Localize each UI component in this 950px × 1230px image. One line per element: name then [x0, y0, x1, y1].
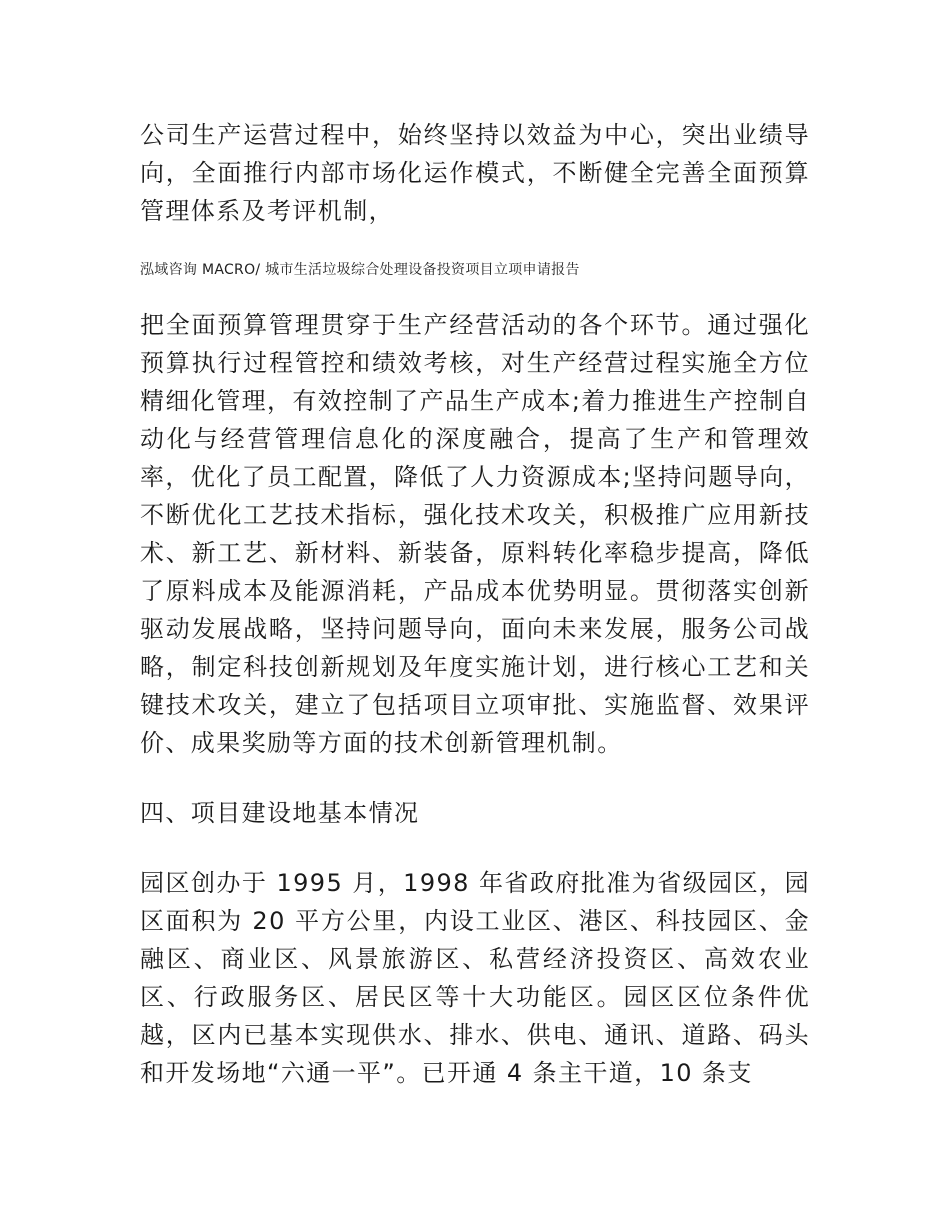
running-header: 泓域咨询 MACRO/ 城市生活垃圾综合处理设备投资项目立项申请报告 — [140, 262, 580, 278]
body-paragraph-3: 园区创办于 1995 月，1998 年省政府批准为省级园区，园区面积为 20 平方公里，内设工业区、港区、科技园区、金融区、商业区、风景旅游区、私营经济投资区、高效农业区、行政服务区、居民区等十大功能区。园区区位条件优越，区内已基本实现供水、排水、供电、通讯、道路、码头和开发场地“六通一平”。已开通 4 条主干道，10 条支 — [140, 869, 810, 1087]
body-paragraph-2: 把全面预算管理贯穿于生产经营活动的各个环节。通过强化预算执行过程管控和绩效考核，对生产经营过程实施全方位精细化管理，有效控制了产品生产成本;着力推进生产控制自动化与经营管理信息化的深度融合，提高了生产和管理效率，优化了员工配置，降低了人力资源成本;坚持问题导向，不断优化工艺技术指标，强化技术攻关，积极推广应用新技术、新工艺、新材料、新装备，原料转化率稳步提高，降低了原料成本及能源消耗，产品成本优势明显。贯彻落实创新驱动发展战略，坚持问题导向，面向未来发展，服务公司战略，制定科技创新规划及年度实施计划，进行核心工艺和关键技术攻关，建立了包括项目立项审批、实施监督、效果评价、成果奖励等方面的技术创新管理机制。 — [140, 311, 810, 757]
section-heading: 四、项目建设地基本情况 — [140, 799, 420, 827]
body-paragraph-1: 公司生产运营过程中，始终坚持以效益为中心，突出业绩导向，全面推行内部市场化运作模式，不断健全完善全面预算管理体系及考评机制， — [140, 121, 810, 225]
document-page — [140, 116, 810, 1092]
